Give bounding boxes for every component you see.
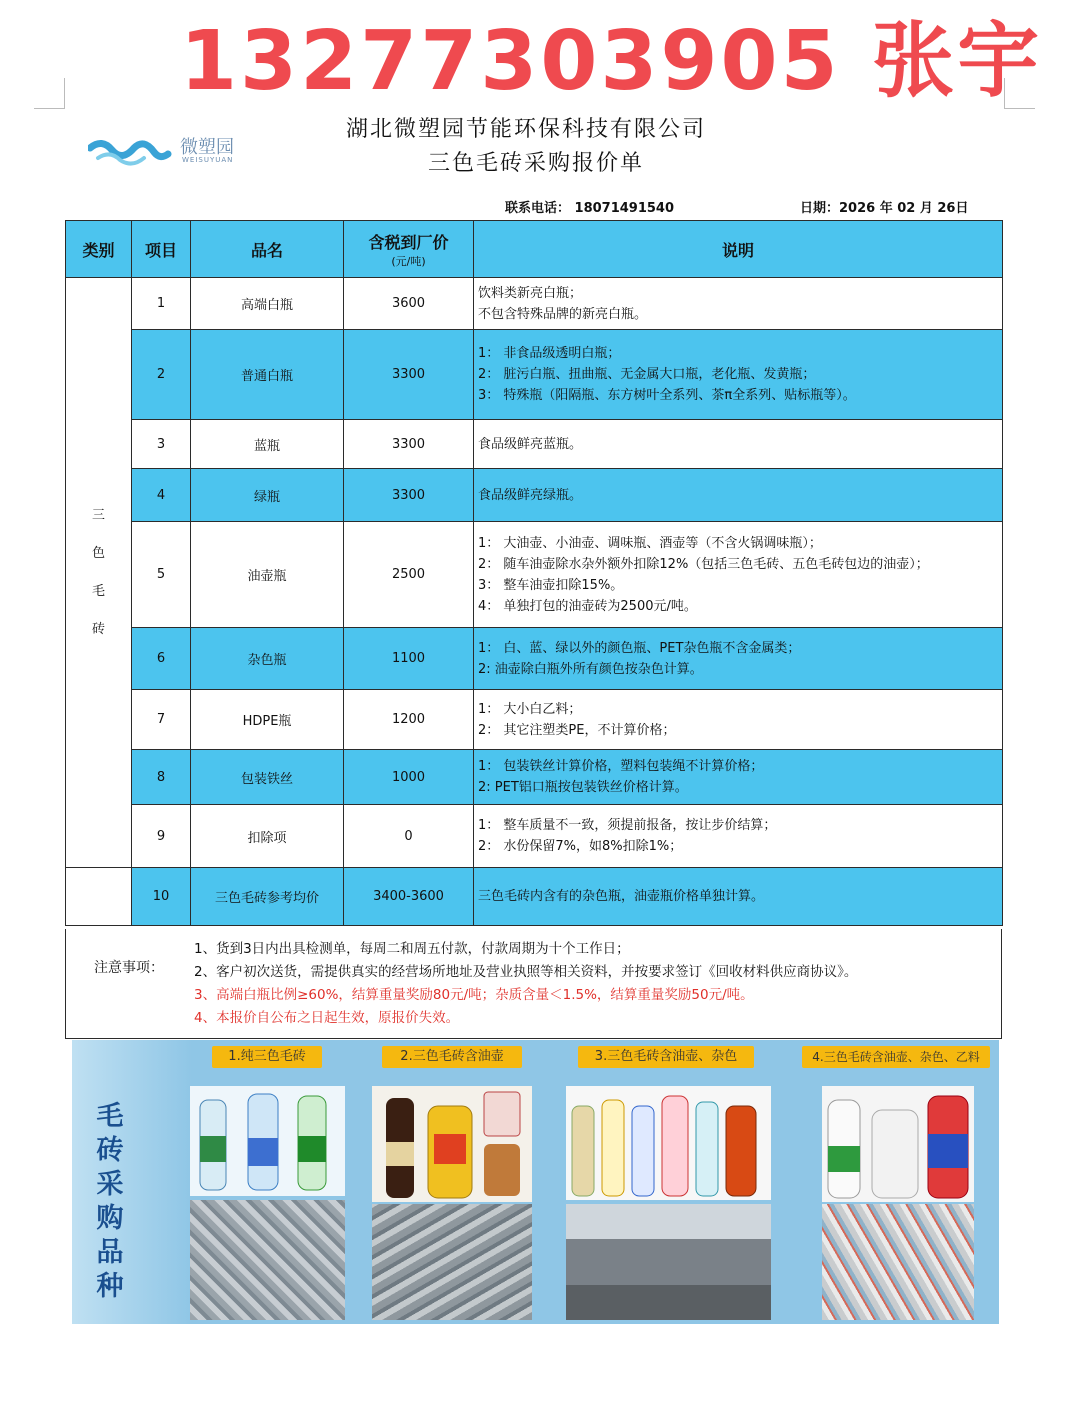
desc-line: 3： 整车油壶扣除15%。: [478, 577, 624, 593]
row-no: 1: [132, 278, 191, 330]
pe-bottles-photo-icon: [822, 1086, 974, 1202]
table-row: [66, 420, 1003, 469]
panel-heading: 3.三色毛砖含油壶、杂色: [578, 1046, 754, 1068]
contact-line: 联系电话： 18071491540: [505, 201, 675, 216]
banner-panel-1: [182, 1040, 352, 1324]
row-name: 三色毛砖参考均价: [191, 868, 344, 926]
banner-panel-2: [362, 1040, 542, 1324]
desc-line: 1： 大油壶、小油壶、调味瓶、酒壶等（不含火锅调味瓶）；: [478, 535, 822, 551]
desc-line: 饮料类新亮白瓶；: [478, 285, 583, 301]
row-name: 普通白瓶: [191, 330, 344, 420]
row-no: 9: [132, 805, 191, 868]
desc-line: 三色毛砖内含有的杂色瓶，油壶瓶价格单独计算。: [478, 889, 765, 904]
desc-line: 1： 大小白乙料；: [478, 701, 582, 717]
row-price: 3300: [344, 469, 474, 522]
table-row: [66, 750, 1003, 805]
desc-line: 2： 水份保留7%，如8%扣除1%；: [478, 839, 683, 854]
row-no: 6: [132, 628, 191, 690]
row-desc: [474, 750, 1003, 805]
row-price: 1000: [344, 750, 474, 805]
desc-line: 1： 包装铁丝计算价格，塑料包装绳不计算价格；: [478, 759, 764, 774]
row-desc: [474, 868, 1003, 926]
table-row: [66, 330, 1003, 420]
desc-line: 1： 白、蓝、绿以外的颜色瓶、PET杂色瓶不含金属类；: [478, 640, 801, 656]
header-price-unit: (元/吨): [391, 254, 426, 268]
header-price: [344, 221, 474, 278]
row-no: 8: [132, 750, 191, 805]
desc-line: 食品级鲜亮蓝瓶。: [478, 436, 583, 452]
category-char: 砖: [91, 621, 105, 637]
bale-photo: [372, 1204, 532, 1320]
banner-panel-4: [798, 1040, 998, 1324]
notes-box: [65, 929, 1002, 1039]
desc-line: 不包含特殊品牌的新亮白瓶。: [478, 306, 648, 322]
desc-line: 1： 非食品级透明白瓶；: [478, 346, 621, 361]
desc-line: 4： 单独打包的油壶砖为2500元/吨。: [478, 598, 697, 614]
row-no: 4: [132, 469, 191, 522]
panel-heading: 2.三色毛砖含油壶: [382, 1046, 522, 1068]
crop-mark-left: [34, 78, 65, 109]
desc-line: 食品级鲜亮绿瓶。: [478, 487, 583, 503]
row-price: 1200: [344, 690, 474, 750]
desc-line: 2： 随车油壶除水杂外额外扣除12%（包括三色毛砖、五色毛砖包边的油壶）；: [478, 556, 929, 572]
category-char: 色: [91, 545, 105, 561]
bottles-photo-icon: [190, 1086, 345, 1196]
row-name: 高端白瓶: [191, 278, 344, 330]
row-price: 0: [344, 805, 474, 868]
row-price: 3300: [344, 330, 474, 420]
panel-heading: 1.纯三色毛砖: [212, 1046, 322, 1068]
row-name: 蓝瓶: [191, 420, 344, 469]
row-price: 3600: [344, 278, 474, 330]
row-name: 杂色瓶: [191, 628, 344, 690]
table-row: [66, 805, 1003, 868]
row-no: 10: [132, 868, 191, 926]
date-line: 日期：2026 年 02 月 26日: [800, 201, 969, 216]
row-name: HDPE瓶: [191, 690, 344, 750]
table-row: [66, 628, 1003, 690]
row-no: 7: [132, 690, 191, 750]
row-desc: [474, 330, 1003, 420]
desc-line: 2： 其它注塑类PE，不计算价格；: [478, 722, 676, 738]
mixed-bottles-photo-icon: [566, 1086, 771, 1200]
row-desc: [474, 278, 1003, 330]
row-name: 绿瓶: [191, 469, 344, 522]
header-item: 项目: [132, 221, 191, 278]
note-item: 3、高端白瓶比例≥60%，结算重量奖励80元/吨；杂质含量＜1.5%，结算重量奖励50元/吨。: [194, 987, 754, 1003]
document-title: 三色毛砖采购报价单: [428, 151, 645, 176]
note-item: 4、本报价自公布之日起生效，原报价失效。: [194, 1010, 460, 1026]
bale-photo: [190, 1200, 345, 1320]
row-price: 2500: [344, 522, 474, 628]
panel-heading: 4.三色毛砖含油壶、杂色、乙料: [802, 1046, 990, 1068]
banner-vertical-title: 毛砖采购品种: [96, 1101, 124, 1302]
banner-panel-3: [550, 1040, 790, 1324]
row-price: 1100: [344, 628, 474, 690]
category-cell: [66, 278, 132, 868]
oil-bottles-photo-icon: [372, 1086, 532, 1202]
row-price: 3400-3600: [344, 868, 474, 926]
table-row: [66, 278, 1003, 330]
table-row: [66, 868, 1003, 926]
product-banner: [72, 1040, 999, 1324]
empty-cell: [66, 868, 132, 926]
row-no: 2: [132, 330, 191, 420]
category-char: 三: [91, 507, 105, 523]
trucks-photo: [566, 1204, 771, 1320]
row-desc: [474, 469, 1003, 522]
row-name: 包装铁丝: [191, 750, 344, 805]
header-category: 类别: [66, 221, 132, 278]
row-no: 3: [132, 420, 191, 469]
table-row: [66, 522, 1003, 628]
row-desc: [474, 690, 1003, 750]
table-row: [66, 690, 1003, 750]
row-name: 扣除项: [191, 805, 344, 868]
notes-label: 注意事项：: [94, 960, 164, 976]
desc-line: 1： 整车质量不一致，须提前报备，按让步价结算；: [478, 818, 777, 833]
company-name: 湖北微塑园节能环保科技有限公司: [346, 117, 707, 142]
table-row: [66, 469, 1003, 522]
desc-line: 3： 特殊瓶（阳隔瓶、东方树叶全系列、茶π全系列、贴标瓶等）。: [478, 388, 856, 403]
header-desc: 说明: [474, 221, 1003, 278]
row-desc: [474, 628, 1003, 690]
price-table: [65, 220, 1003, 926]
desc-line: 2: PET铝口瓶按包装铁丝价格计算。: [478, 780, 688, 795]
logo-subtext: WEISUYUAN: [182, 156, 234, 164]
row-price: 3300: [344, 420, 474, 469]
header-price-label: 含税到厂价: [368, 232, 449, 252]
row-desc: [474, 805, 1003, 868]
row-name: 油壶瓶: [191, 522, 344, 628]
bale-photo: [822, 1204, 974, 1320]
desc-line: 2: 油壶除白瓶外所有颜色按杂色计算。: [478, 661, 703, 677]
table-header-row: [66, 221, 1003, 278]
category-char: 毛: [91, 583, 105, 599]
contact-phone-heading: 13277303905 张宇: [180, 14, 1043, 109]
header-name: 品名: [191, 221, 344, 278]
row-desc: [474, 522, 1003, 628]
note-item: 2、客户初次送货，需提供真实的经营场所地址及营业执照等相关资料，并按要求签订《回收材料供应商协议》。: [194, 964, 858, 980]
row-no: 5: [132, 522, 191, 628]
row-desc: [474, 420, 1003, 469]
desc-line: 2： 脏污白瓶、扭曲瓶、无金属大口瓶，老化瓶、发黄瓶；: [478, 367, 816, 382]
note-item: 1、货到3日内出具检测单，每周二和周五付款，付款周期为十个工作日；: [194, 941, 630, 957]
logo-text: 微塑园: [180, 137, 234, 158]
